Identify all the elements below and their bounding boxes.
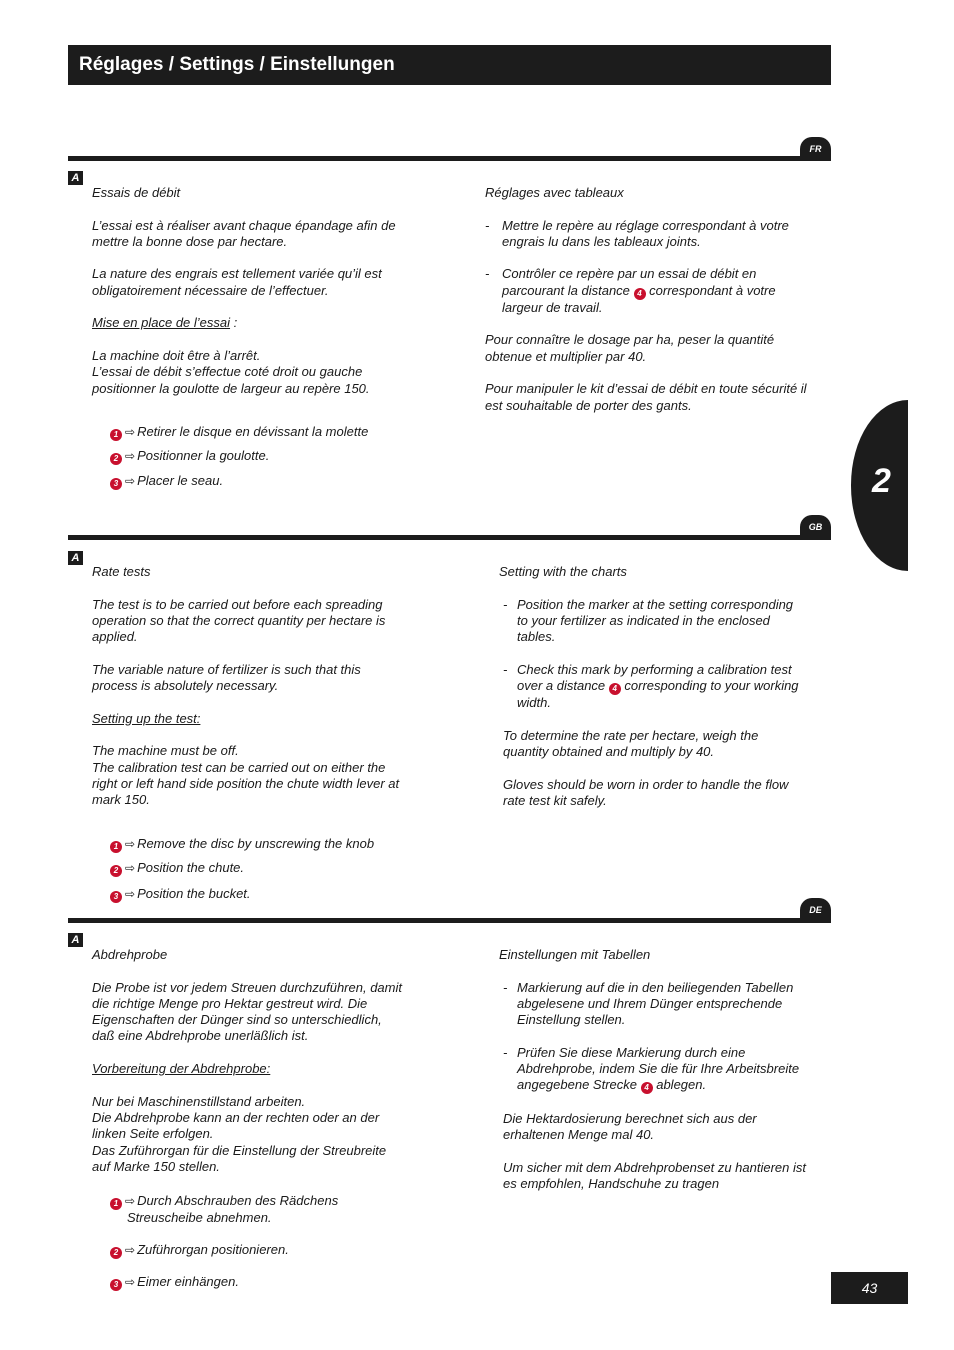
badge-4-icon: 4 bbox=[634, 288, 646, 300]
fr-left-p3 bbox=[92, 348, 402, 397]
fr-bullet-2a: Contrôler ce repère par un essai de débit en parcourant la distance bbox=[502, 266, 757, 298]
gb-right-p1: To determine the rate per hectare, weigh the quantity obtained and multiply by 40. bbox=[503, 727, 759, 759]
gb-right-p2: Gloves should be worn in order to handle the flow rate test kit safely. bbox=[503, 776, 789, 808]
fr-left-p3a: La machine doit être à l’arrêt. bbox=[92, 347, 261, 363]
fr-left-p1: L’essai est à réaliser avant chaque épandage afin de mettre la bonne dose par hectare. bbox=[92, 217, 396, 249]
gb-left-column bbox=[92, 564, 404, 825]
badge-1-icon: 1 bbox=[110, 1198, 122, 1210]
de-step-1-cont: Streuscheibe abnehmen. bbox=[127, 1210, 272, 1225]
gb-right-title: Setting with the charts bbox=[499, 564, 627, 579]
gb-step-3-text: Position the bucket. bbox=[137, 886, 251, 901]
de-right-column bbox=[499, 947, 809, 1208]
fr-step-1 bbox=[110, 424, 410, 441]
gb-bullet-2: - Check this mark by performing a calibration test over a distance 4 corresponding to your working width. bbox=[503, 661, 799, 711]
fr-step-2 bbox=[110, 448, 410, 465]
badge-4-icon: 4 bbox=[641, 1082, 653, 1094]
fr-right-title: Réglages avec tableaux bbox=[485, 185, 624, 200]
gb-setup-line bbox=[92, 711, 404, 727]
fr-bullet-1-text: Mettre le repère au réglage correspondant à votre engrais lu dans les tableaux joints. bbox=[502, 217, 789, 249]
section-marker-gb: A bbox=[68, 551, 83, 565]
fr-step-3 bbox=[110, 473, 410, 490]
gb-bullet-1: - Position the marker at the setting corresponding to your fertilizer as indicated in the enclosed tables. bbox=[499, 597, 805, 646]
de-bullet-2a: Prüfen Sie diese Markierung durch eine Abdrehprobe, indem Sie die für Ihre Arbeitsbreite angegebene Strecke bbox=[517, 1044, 800, 1093]
badge-1-icon: 1 bbox=[110, 429, 122, 441]
fr-left-column bbox=[92, 185, 402, 413]
de-step-3 bbox=[110, 1274, 410, 1291]
section-marker-de: A bbox=[68, 933, 83, 947]
fr-left-p2: La nature des engrais est tellement variée qu’il est obligatoirement nécessaire de l’effectuer. bbox=[92, 266, 382, 298]
badge-2-icon: 2 bbox=[110, 1247, 122, 1259]
gb-left-p3b: The calibration test can be carried out on either the right or left hand side position the chute width lever at mark 150. bbox=[92, 759, 400, 808]
fr-bullet-2b: correspondant à votre largeur de travail. bbox=[502, 282, 776, 315]
de-right-p1: Die Hektardosierung berechnet sich aus der erhaltenen Menge mal 40. bbox=[503, 1110, 757, 1142]
de-step-1 bbox=[110, 1193, 410, 1226]
arrow-right-icon: ⇨ bbox=[125, 1194, 136, 1208]
gb-bullet-1-text: Position the marker at the setting corresponding to your fertilizer as indicated in the enclosed tables. bbox=[517, 596, 794, 645]
de-setup-line bbox=[92, 1061, 406, 1077]
fr-left-p3b: L’essai de débit s’effectue coté droit ou gauche positionner la goulotte de largeur au repère 150. bbox=[92, 364, 370, 396]
arrow-right-icon: ⇨ bbox=[125, 837, 136, 851]
de-bullet-2b: ablegen. bbox=[652, 1077, 707, 1093]
gb-left-p3 bbox=[92, 743, 404, 808]
de-right-p2: Um sicher mit dem Abdrehprobenset zu hantieren ist es empfohlen, Handschuhe zu tragen bbox=[503, 1159, 806, 1191]
de-left-p3a: Nur bei Maschinenstillstand arbeiten. bbox=[92, 1093, 306, 1109]
lang-badge-gb: GB bbox=[800, 515, 831, 539]
fr-bullet-1: - Mettre le repère au réglage correspondant à votre engrais lu dans les tableaux joints. bbox=[485, 218, 807, 251]
arrow-right-icon: ⇨ bbox=[125, 425, 136, 439]
gb-left-p1: The test is to be carried out before each spreading operation so that the correct quantity per hectare is applied. bbox=[92, 596, 386, 645]
gb-left-p2: The variable nature of fertilizer is such that this process is absolutely necessary. bbox=[92, 661, 361, 694]
gb-bullet-2a: Check this mark by performing a calibration test over a distance bbox=[517, 661, 792, 694]
de-right-title: Einstellungen mit Tabellen bbox=[499, 947, 651, 962]
gb-bullet-2b: corresponding to your working width. bbox=[517, 678, 799, 711]
page-number: 43 bbox=[831, 1272, 908, 1304]
gb-step-2 bbox=[110, 860, 410, 877]
de-left-p3 bbox=[92, 1094, 406, 1175]
lang-badge-de: DE bbox=[800, 898, 831, 922]
fr-step-3-text: Placer le seau. bbox=[137, 473, 224, 488]
de-bullet-1: - Markierung auf die in den beiliegenden Tabellen abgelesene und Ihrem Dünger entsprechende Einstellung stellen. bbox=[499, 980, 809, 1029]
badge-1-icon: 1 bbox=[110, 841, 122, 853]
de-bullet-1-text: Markierung auf die in den beiliegenden Tabellen abgelesene und Ihrem Dünger entsprechende Einstellung stellen. bbox=[517, 979, 794, 1028]
arrow-right-icon: ⇨ bbox=[125, 449, 136, 463]
de-bullet-2: - Prüfen Sie diese Markierung durch eine Abdrehprobe, indem Sie die für Ihre Arbeitsbreite angegebene Strecke 4 ablegen. bbox=[503, 1044, 800, 1093]
gb-left-title: Rate tests bbox=[92, 564, 151, 579]
badge-2-icon: 2 bbox=[110, 865, 122, 877]
gb-step-2-text: Position the chute. bbox=[137, 860, 245, 875]
de-step-1-text: Durch Abschrauben des Rädchens bbox=[137, 1193, 339, 1208]
de-left-p3c: Das Zuführorgan für die Einstellung der Streubreite auf Marke 150 stellen. bbox=[92, 1142, 387, 1174]
gb-setup-heading: Setting up the test: bbox=[92, 710, 201, 726]
chapter-number: 2 bbox=[872, 462, 891, 500]
section-rule-de bbox=[68, 918, 831, 923]
fr-setup-heading: Mise en place de l’essai bbox=[92, 315, 231, 331]
fr-setup-suffix: : bbox=[230, 315, 238, 331]
gb-right-column bbox=[499, 564, 805, 825]
fr-step-1-text: Retirer le disque en dévissant la molette bbox=[137, 424, 369, 439]
fr-left-title: Essais de débit bbox=[92, 185, 181, 200]
badge-3-icon: 3 bbox=[110, 1279, 122, 1291]
arrow-right-icon: ⇨ bbox=[125, 474, 136, 488]
arrow-right-icon: ⇨ bbox=[125, 1275, 136, 1289]
gb-step-1 bbox=[110, 836, 410, 853]
fr-bullet-2: - Contrôler ce repère par un essai de débit en parcourant la distance 4 correspondant à votre largeur de travail. bbox=[485, 266, 776, 315]
badge-3-icon: 3 bbox=[110, 891, 122, 903]
badge-3-icon: 3 bbox=[110, 478, 122, 490]
section-marker-fr: A bbox=[68, 171, 83, 185]
de-step-2 bbox=[110, 1242, 410, 1259]
fr-right-p2: Pour manipuler le kit d’essai de débit en toute sécurité il est souhaitable de porter des gants. bbox=[485, 381, 807, 413]
de-step-2-text: Zuführorgan positionieren. bbox=[137, 1242, 289, 1257]
fr-setup-line bbox=[92, 315, 402, 331]
arrow-right-icon: ⇨ bbox=[125, 1243, 136, 1257]
gb-left-p3a: The machine must be off. bbox=[92, 743, 239, 759]
badge-4-icon: 4 bbox=[609, 683, 621, 695]
de-left-column bbox=[92, 947, 406, 1191]
de-left-p1: Die Probe ist vor jedem Streuen durchzuführen, damit die richtige Menge pro Hektar gestreut wird. Die Eigenschaften der Dünger sind so unterschiedlich, daß eine Abdrehprobe unerläßlich ist. bbox=[92, 979, 402, 1044]
fr-right-column bbox=[485, 185, 807, 430]
lang-badge-fr: FR bbox=[800, 137, 831, 161]
arrow-right-icon: ⇨ bbox=[125, 861, 136, 875]
fr-step-2-text: Positionner la goulotte. bbox=[137, 448, 270, 463]
section-rule-fr bbox=[68, 156, 831, 161]
badge-2-icon: 2 bbox=[110, 453, 122, 465]
page-header: Réglages / Settings / Einstellungen bbox=[68, 45, 831, 85]
section-rule-gb bbox=[68, 535, 831, 540]
de-left-p3b: Die Abdrehprobe kann an der rechten oder an der linken Seite erfolgen. bbox=[92, 1109, 380, 1142]
de-step-3-text: Eimer einhängen. bbox=[137, 1274, 239, 1289]
arrow-right-icon: ⇨ bbox=[125, 887, 136, 901]
fr-right-p1: Pour connaître le dosage par ha, peser la quantité obtenue et multiplier par 40. bbox=[485, 332, 775, 364]
gb-step-1-text: Remove the disc by unscrewing the knob bbox=[137, 836, 375, 851]
de-setup-heading: Vorbereitung der Abdrehprobe: bbox=[92, 1061, 271, 1077]
gb-step-3 bbox=[110, 886, 410, 903]
de-left-title: Abdrehprobe bbox=[92, 947, 168, 962]
